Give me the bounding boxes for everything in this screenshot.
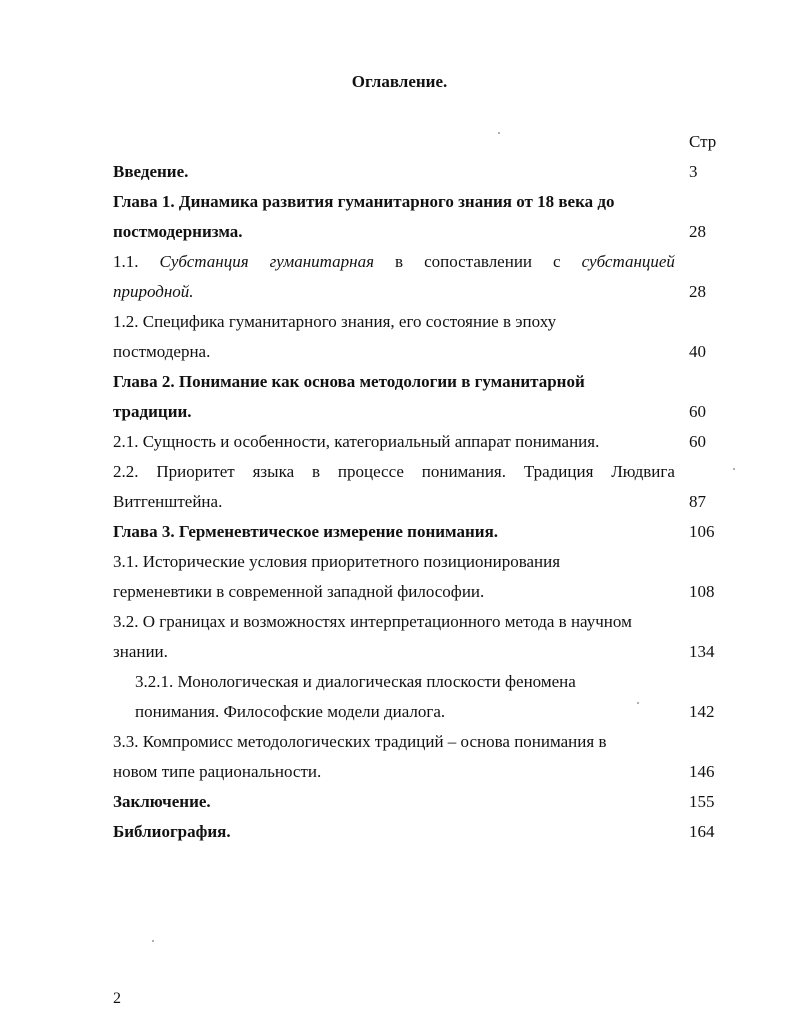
- toc-page-2-2: 87: [689, 492, 706, 511]
- scan-speck: [152, 940, 154, 942]
- toc-page-conclusion: 155: [689, 792, 715, 811]
- toc-entry-chapter-1-line1: Глава 1. Динамика развития гуманитарного знания от 18 века до: [113, 192, 615, 211]
- toc-entry-3-1-line1: 3.1. Исторические условия приоритетного позиционирования: [113, 552, 561, 571]
- toc-entry-2-2-line2: Витгенштейна.: [113, 492, 223, 511]
- toc-entry-3-3-line1: 3.3. Компромисс методологических традиций – основа понимания в: [113, 732, 607, 751]
- toc-page-chapter-1: 28: [689, 222, 706, 241]
- toc-entry-2-1: 2.1. Сущность и особенности, категориальный аппарат понимания.: [113, 432, 600, 451]
- toc-entry-chapter-2-line2: традиции.: [113, 402, 192, 421]
- page-column-label: Стр: [689, 132, 717, 151]
- toc-word: 2.2.: [113, 462, 139, 481]
- toc-page-bibliography: 164: [689, 822, 715, 841]
- toc-page-1-2: 40: [689, 342, 706, 361]
- toc-page-2-1: 60: [689, 432, 706, 451]
- toc-page-3-1: 108: [689, 582, 715, 601]
- toc-word: Приоритет: [156, 462, 235, 481]
- toc-word: Субстанция: [159, 252, 249, 271]
- toc-word: гуманитарная: [269, 252, 374, 271]
- toc-word: субстанцией: [581, 252, 675, 271]
- toc-entry-1-2-line1: 1.2. Специфика гуманитарного знания, его состояние в эпоху: [113, 312, 557, 331]
- toc-word: процессе: [337, 462, 404, 481]
- toc-word: 1.1.: [113, 252, 139, 271]
- toc-entry-intro: Введение.: [113, 162, 189, 181]
- toc-entry-bibliography: Библиография.: [113, 822, 231, 841]
- toc-entry-3-2-line2: знании.: [113, 642, 168, 661]
- toc-entry-3-2-1-line1: 3.2.1. Монологическая и диалогическая плоскости феномена: [135, 672, 576, 691]
- toc-page-chapter-2: 60: [689, 402, 706, 421]
- toc-entry-2-2-line1: [113, 461, 675, 483]
- toc-page-3-2-1: 142: [689, 702, 715, 721]
- toc-entry-chapter-2-line1: Глава 2. Понимание как основа методологии в гуманитарной: [113, 372, 585, 391]
- toc-word: понимания.: [421, 462, 506, 481]
- toc-page-3-2: 134: [689, 642, 715, 661]
- toc-page-intro: 3: [689, 162, 698, 181]
- toc-entry-1-1-line1: [113, 251, 675, 273]
- toc-page-1-1: 28: [689, 282, 706, 301]
- page-number: 2: [113, 990, 121, 1007]
- toc-word: Людвига: [611, 462, 675, 481]
- toc-entry-3-2-line1: 3.2. О границах и возможностях интерпретационного метода в научном: [113, 612, 632, 631]
- toc-entry-1-1-line2: природной.: [113, 282, 194, 301]
- toc-word: сопоставлении: [424, 252, 533, 271]
- toc-word: в: [311, 462, 321, 481]
- toc-page-chapter-3: 106: [689, 522, 715, 541]
- scan-speck: [498, 132, 500, 134]
- toc-entry-1-2-line2: постмодерна.: [113, 342, 211, 361]
- toc-word: Традиция: [523, 462, 594, 481]
- toc-entry-3-1-line2: герменевтики в современной западной философии.: [113, 582, 485, 601]
- toc-page-3-3: 146: [689, 762, 715, 781]
- toc-word: языка: [252, 462, 295, 481]
- toc-entry-3-3-line2: новом типе рациональности.: [113, 762, 322, 781]
- page-title: Оглавление.: [351, 72, 448, 91]
- scan-speck: [733, 468, 735, 470]
- toc-word: с: [553, 252, 561, 271]
- toc-entry-chapter-3: Глава 3. Герменевтическое измерение понимания.: [113, 522, 499, 541]
- toc-entry-3-2-1-line2: понимания. Философские модели диалога.: [135, 702, 446, 721]
- scan-speck: [637, 702, 639, 704]
- toc-entry-chapter-1-line2: постмодернизма.: [113, 222, 243, 241]
- toc-entry-conclusion: Заключение.: [113, 792, 211, 811]
- toc-word: в: [395, 252, 404, 271]
